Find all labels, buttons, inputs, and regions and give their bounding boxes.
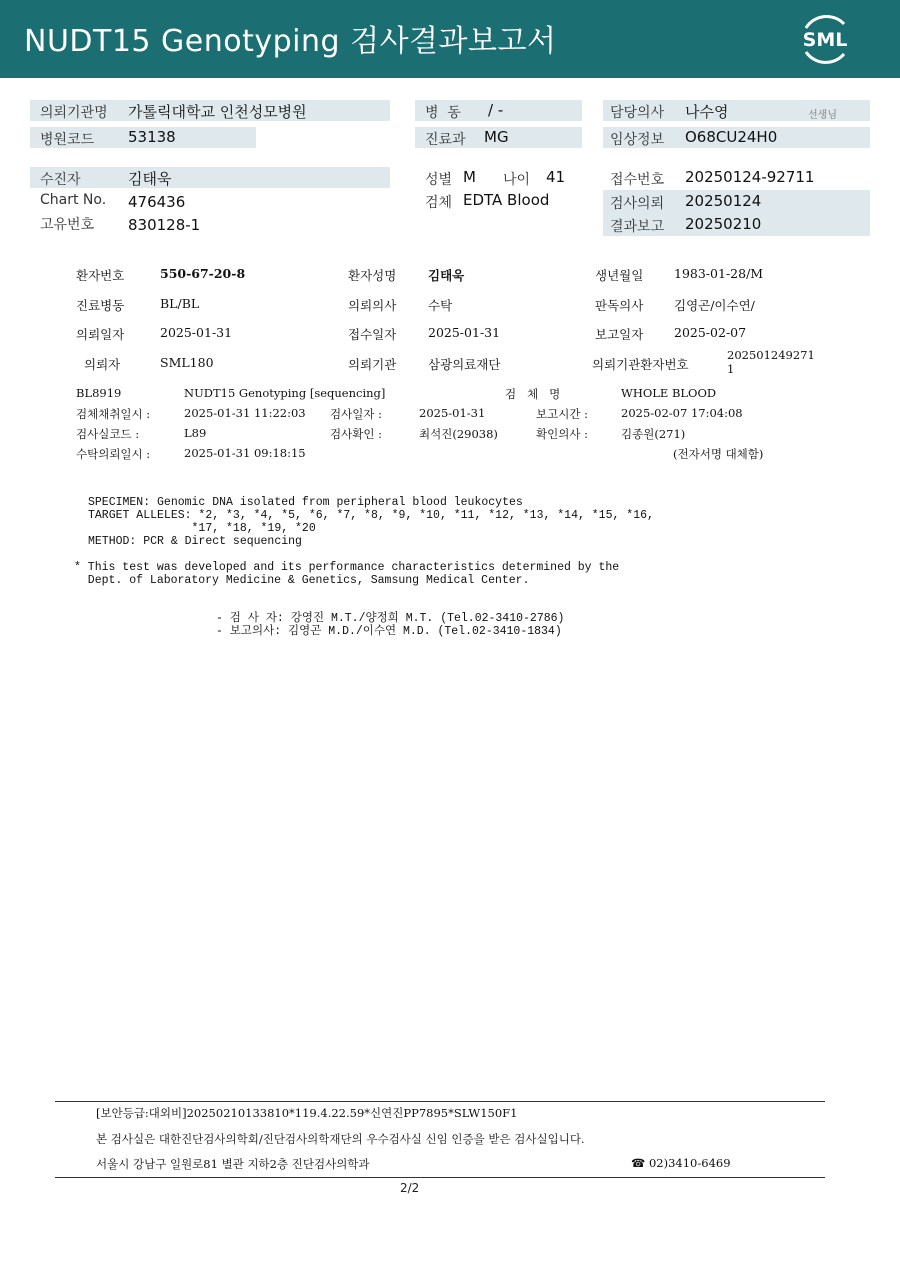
- certification-line: 본 검사실은 대한진단검사의학회/진단검사의학재단의 우수검사실 신임 인증을 받은 검사실입니다.: [96, 1132, 585, 1146]
- doctor-value: 나수영: [685, 103, 729, 121]
- confirm-value: 최석진(29038): [419, 427, 498, 441]
- development-note-cont: Dept. of Laboratory Medicine & Genetics, Samsung Medical Center.: [74, 574, 530, 587]
- target-alleles-cont: *17, *18, *19, *20: [88, 522, 316, 535]
- specimen-name-label: 검 체 명: [505, 387, 561, 401]
- method-comment: METHOD: PCR & Direct sequencing: [88, 535, 302, 548]
- footer-top-rule: [55, 1101, 825, 1102]
- request-date-label: 의뢰일자: [76, 327, 125, 342]
- report-date-label: 결과보고: [610, 219, 665, 235]
- clinical-label: 임상정보: [610, 132, 665, 148]
- ward-label: 병 동: [425, 105, 461, 121]
- consign-value: 2025-01-31 09:18:15: [184, 446, 306, 460]
- specimen-comment: SPECIMEN: Genomic DNA isolated from peripheral blood leukocytes: [88, 496, 523, 509]
- patient-label: 수진자: [40, 172, 81, 188]
- report-day-value: 2025-02-07: [674, 325, 747, 340]
- birth-value: 1983-01-28/M: [674, 266, 764, 281]
- hospital-code-value: 53138: [128, 128, 176, 146]
- report-title: NUDT15 Genotyping 검사결과보고서: [24, 24, 557, 59]
- development-note: * This test was developed and its performance characteristics determined by the: [74, 561, 620, 574]
- reporter-sign: - 보고의사: 김영곤 M.D./이수연 M.D. (Tel.02-3410-1834): [216, 625, 562, 638]
- age-label: 나이: [503, 172, 531, 188]
- test-name: NUDT15 Genotyping [sequencing]: [184, 386, 386, 400]
- patient-name-value: 김태욱: [428, 268, 465, 283]
- address-line: 서울시 강남구 일원로81 별관 지하2층 진단검사의학과: [96, 1157, 370, 1171]
- birth-label: 생년월일: [595, 268, 644, 283]
- collect-value: 2025-01-31 11:22:03: [184, 406, 306, 420]
- report-time-label: 보고시간 :: [536, 407, 588, 421]
- consign-label: 수탁의뢰일시 :: [76, 447, 151, 461]
- target-alleles: TARGET ALLELES: *2, *3, *4, *5, *6, *7, *8, *9, *10, *11, *12, *13, *14, *15, *16,: [88, 509, 654, 522]
- unique-label: 고유번호: [40, 217, 95, 233]
- clinical-value: O68CU24H0: [685, 128, 778, 146]
- specimen-value: EDTA Blood: [463, 191, 550, 209]
- ward-row-value: BL/BL: [160, 296, 200, 311]
- requester-value: SML180: [160, 355, 214, 370]
- lab-code-label: 검사실코드 :: [76, 427, 140, 441]
- doctor-suffix: 선생님: [808, 110, 837, 121]
- sex-label: 성별: [425, 172, 453, 188]
- report-day-label: 보고일자: [595, 327, 644, 342]
- test-code: BL8919: [76, 386, 122, 400]
- confirm-doctor-label: 확인의사 :: [536, 427, 588, 441]
- chart-value: 476436: [128, 193, 186, 211]
- patient-value: 김태욱: [128, 170, 172, 188]
- receive-date-label: 접수일자: [348, 327, 397, 342]
- reception-label: 접수번호: [610, 172, 665, 188]
- patient-name-label: 환자성명: [348, 268, 397, 283]
- report-date-value: 20250210: [685, 215, 762, 233]
- req-inst-label: 의뢰기관: [348, 357, 397, 372]
- patient-no-value: 550-67-20-8: [160, 266, 246, 281]
- req-doctor-label: 의뢰의사: [348, 298, 397, 313]
- test-date-label: 검사일자 :: [330, 407, 382, 421]
- phone-line: ☎ 02)3410-6469: [631, 1156, 731, 1170]
- patient-box: [30, 167, 390, 188]
- security-line: [보안등급:대외비]20250210133810*119.4.22.59*신연진PP7895*SLW150F1: [96, 1106, 518, 1120]
- confirm-label: 검사확인 :: [330, 427, 382, 441]
- inst-patient-no-value-cont: 1: [727, 362, 735, 376]
- patient-no-label: 환자번호: [76, 268, 125, 283]
- test-date-value: 2025-01-31: [419, 406, 486, 420]
- dept-label: 진료과: [425, 132, 466, 148]
- specimen-label: 검체: [425, 195, 453, 211]
- unique-value: 830128-1: [128, 216, 201, 234]
- inst-patient-no-label: 의뢰기관환자번호: [592, 357, 689, 372]
- chart-label: Chart No.: [40, 192, 107, 208]
- req-doctor-value: 수탁: [428, 298, 453, 313]
- reading-doctor-label: 판독의사: [595, 298, 644, 313]
- hospital-code-label: 병원코드: [40, 132, 95, 148]
- institution-value: 가톨릭대학교 인천성모병원: [128, 103, 307, 121]
- reception-value: 20250124-92711: [685, 168, 815, 186]
- request-date-value: 2025-01-31: [160, 325, 233, 340]
- institution-label: 의뢰기관명: [40, 105, 108, 121]
- logo-text: SML: [802, 29, 848, 51]
- footer-bottom-rule: [55, 1177, 825, 1178]
- page-number: 2/2: [400, 1181, 420, 1195]
- requester-label: 의뢰자: [84, 357, 121, 372]
- doctor-label: 담당의사: [610, 105, 665, 121]
- request-label: 검사의뢰: [610, 196, 665, 212]
- specimen-name-value: WHOLE BLOOD: [621, 386, 717, 400]
- sex-value: M: [463, 168, 476, 186]
- collect-label: 검체채취일시 :: [76, 407, 151, 421]
- age-value: 41: [546, 168, 566, 186]
- dept-value: MG: [484, 128, 509, 146]
- sml-logo: [796, 12, 854, 66]
- tester-sign: - 검 사 자: 강영진 M.T./양정희 M.T. (Tel.02-3410-2786): [216, 612, 565, 625]
- req-inst-value: 삼광의료재단: [428, 357, 501, 372]
- lab-code-value: L89: [184, 426, 207, 440]
- request-value: 20250124: [685, 192, 762, 210]
- inst-patient-no-value: 202501249271: [727, 348, 815, 362]
- ward-row-label: 진료병동: [76, 298, 125, 313]
- ward-value: / -: [488, 101, 504, 119]
- receive-date-value: 2025-01-31: [428, 325, 501, 340]
- confirm-doctor-value: 김종원(271): [621, 427, 686, 441]
- esign-note: (전자서명 대체함): [673, 447, 764, 461]
- report-time-value: 2025-02-07 17:04:08: [621, 406, 743, 420]
- reading-doctor-value: 김영곤/이수연/: [674, 298, 755, 313]
